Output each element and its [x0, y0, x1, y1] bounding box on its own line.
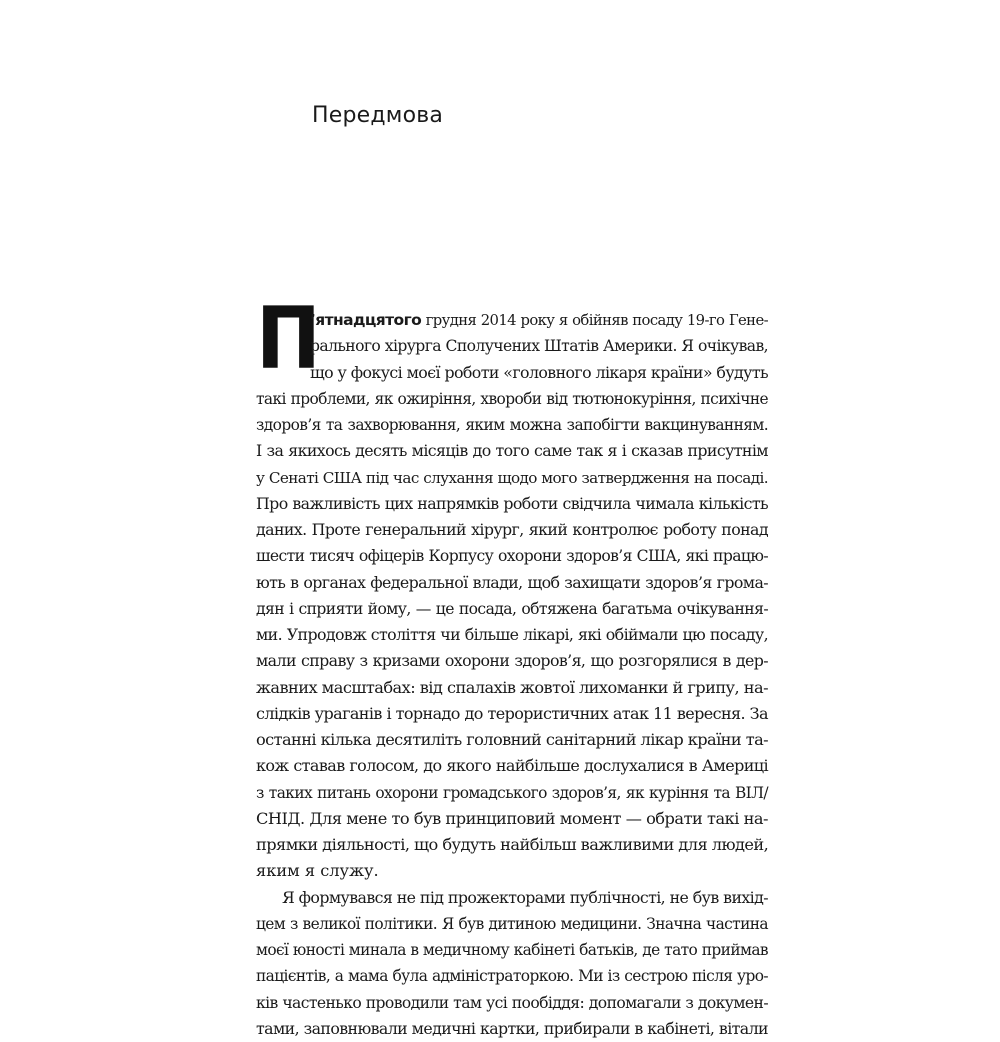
text-line: дян і сприяти йому, — це посада, обтяжена багатьма очікування-	[256, 596, 768, 622]
text-line: ’ятнадцятого грудня 2014 року я обійняв посаду 19-го Гене-	[256, 307, 768, 333]
text-line: шести тисяч офіцерів Корпусу охорони здоров’я США, які працю-	[256, 543, 768, 569]
text-line: Про важливість цих напрямків роботи свідчила чимала кількість	[256, 491, 768, 517]
lead-word: ’ятнадцятого	[310, 311, 421, 329]
text-line: І за якихось десять місяців до того саме так я і сказав присутнім	[256, 438, 768, 464]
text-line: рального хірурга Сполучених Штатів Америки. Я очікував,	[256, 333, 768, 359]
text-line: пацієнтів, а мама була адміністраторкою. Ми із сестрою після уро-	[256, 963, 768, 989]
text-line: тами, заповнювали медичні картки, прибирали в кабінеті, вітали	[256, 1016, 768, 1042]
text-line: що у фокусі моєї роботи «головного лікаря країни» будуть	[256, 360, 768, 386]
text-line: СНІД. Для мене то був принциповий момент — обрати такі на-	[256, 806, 768, 832]
text-line: ків частенько проводили там усі пообіддя: допомагали з докумен-	[256, 990, 768, 1016]
text-line: ють в органах федеральної влади, щоб захищати здоров’я грома-	[256, 570, 768, 596]
chapter-title: Передмова	[312, 103, 443, 128]
paragraph-1	[256, 307, 768, 885]
text-line: даних. Проте генеральний хірург, який контролює роботу понад	[256, 517, 768, 543]
text-line: останні кілька десятиліть головний санітарний лікар країни та-	[256, 727, 768, 753]
text-line: Я формувався не під прожекторами публічності, не був вихід-	[256, 885, 768, 911]
text-line: здоров’я та захворювання, яким можна запобігти вакцинуванням.	[256, 412, 768, 438]
text-line: слідків ураганів і торнадо до терористичних атак 11 вересня. За	[256, 701, 768, 727]
text-line: жавних масштабах: від спалахів жовтої лихоманки й грипу, на-	[256, 675, 768, 701]
text-line: у Сенаті США під час слухання щодо мого затвердження на посаді.	[256, 465, 768, 491]
text-line: мали справу з кризами охорони здоров’я, що розгорялися в дер-	[256, 648, 768, 674]
text-line: кож ставав голосом, до якого найбільше дослухалися в Америці	[256, 753, 768, 779]
text-line: яким я служу.	[256, 858, 768, 884]
body-text	[256, 307, 768, 1042]
drop-cap-letter: П	[256, 304, 296, 374]
text-line: з таких питань охорони громадського здоров’я, як куріння та ВІЛ/	[256, 780, 768, 806]
text-line: моєї юності минала в медичному кабінеті батьків, де тато приймав	[256, 937, 768, 963]
text-line: цем з великої політики. Я був дитиною медицини. Значна частина	[256, 911, 768, 937]
text-line: такі проблеми, як ожиріння, хвороби від тютюнокуріння, психічне	[256, 386, 768, 412]
text-line: прямки діяльності, що будуть найбільш важливими для людей,	[256, 832, 768, 858]
text-line: ми. Упродовж століття чи більше лікарі, які обіймали цю посаду,	[256, 622, 768, 648]
paragraph-2	[256, 885, 768, 1042]
